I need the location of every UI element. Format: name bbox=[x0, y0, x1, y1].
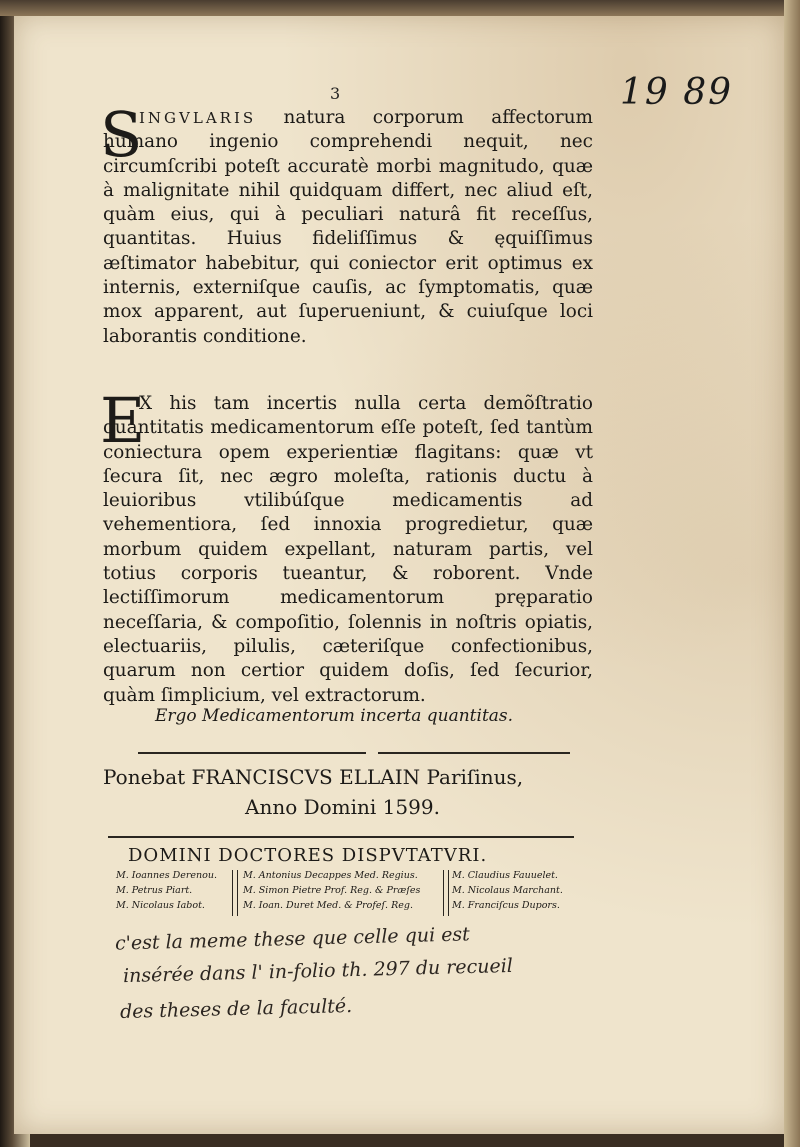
doctor-name: M. Claudius Fauuelet. bbox=[452, 870, 558, 881]
handwritten-note-line-3: des theses de la faculté. bbox=[119, 994, 353, 1024]
drop-cap-s: S bbox=[100, 98, 143, 171]
paragraph-2: X his tam incertis nulla certa demõſtratio quantitatis medicamentorum eſſe poteſt, ſed tantùm coniectura opem experientiæ flagitans: quæ vt ſecura ſit, nec ægro moleſta, rationis ductu à leuioribus vtilibúſque medicamentis ad vehementiora, ſed innoxia progredietur, quæ morbum quidem expellant, naturam partis, vel totius corporis tueantur, & roborent. Vnde lectiſſimorum medicamentorum pręparatio neceſſaria, & compoſitio, ſolennis in noſtris opiatis, electuariis, pilulis, cæteriſque confectionibus, quarum non certior quidem doſis, ſed ſecurior, quàm ſimplicium, vel extractorum. bbox=[103, 393, 593, 706]
year-line: Anno Domini 1599. bbox=[245, 795, 440, 819]
drop-cap-e: E bbox=[100, 384, 146, 457]
doctors-column-1 bbox=[116, 868, 217, 913]
divider-right bbox=[378, 752, 570, 754]
paragraph-1 bbox=[103, 106, 593, 349]
column-rule bbox=[443, 870, 444, 916]
doctors-column-2 bbox=[243, 868, 420, 913]
conclusion-line: Ergo Medicamentorum incerta quantitas. bbox=[155, 706, 514, 726]
handwritten-note-line-1: c'est la meme these que celle qui est bbox=[114, 923, 471, 955]
column-rule bbox=[237, 870, 238, 916]
page-number: 3 bbox=[330, 84, 341, 103]
column-rule bbox=[232, 870, 233, 916]
doctor-name: M. Petrus Piart. bbox=[116, 885, 193, 896]
doctors-column-3 bbox=[452, 868, 563, 913]
doctor-name: M. Nicolaus Iabot. bbox=[116, 900, 205, 911]
author-line: Ponebat FRANCISCVS ELLAIN Pariſinus, bbox=[103, 765, 524, 789]
doctor-name: M. Nicolaus Marchant. bbox=[452, 885, 563, 896]
column-rule bbox=[448, 870, 449, 916]
divider-left bbox=[138, 752, 366, 754]
handwritten-shelfmark: 19 89 bbox=[620, 72, 734, 113]
page-top-edge bbox=[0, 0, 800, 16]
paragraph-1-text: natura corporum affectorum humano ingenio comprehendi nequit, nec circumſcribi poteſt accuratè morbi magnitudo, quæ à malignitate nihil quidquam differt, nec aliud eſt, quàm eius, qui à peculiari naturâ fit receſſus, quantitas. Huius fideliſſimus & ęquiſſimus æſtimator habebitur, qui coniector erit optimus ex internis, externiſque cauſis, ac ſymptomatis, quæ mox apparent, aut ſuperueniunt, & cuiuſque loci laborantis conditione. bbox=[103, 107, 593, 347]
doctors-heading: DOMINI DOCTORES DISPVTATVRI. bbox=[128, 845, 488, 866]
divider-doctors bbox=[108, 836, 574, 838]
doctor-name: M. Ioannes Derenou. bbox=[116, 870, 218, 881]
paragraph-1-lead: INGVLARIS bbox=[139, 109, 257, 127]
handwritten-note-line-2: insérée dans l' in-folio th. 297 du recueil bbox=[122, 954, 514, 988]
doctor-name: M. Franciſcus Dupors. bbox=[452, 900, 560, 911]
doctor-name: M. Simon Pietre Prof. Reg. & Præſes bbox=[243, 885, 421, 896]
page-fore-edge bbox=[784, 0, 800, 1147]
doctor-name: M. Ioan. Duret Med. & Profeſ. Reg. bbox=[243, 900, 413, 911]
doctor-name: M. Antonius Decappes Med. Regius. bbox=[243, 870, 418, 881]
